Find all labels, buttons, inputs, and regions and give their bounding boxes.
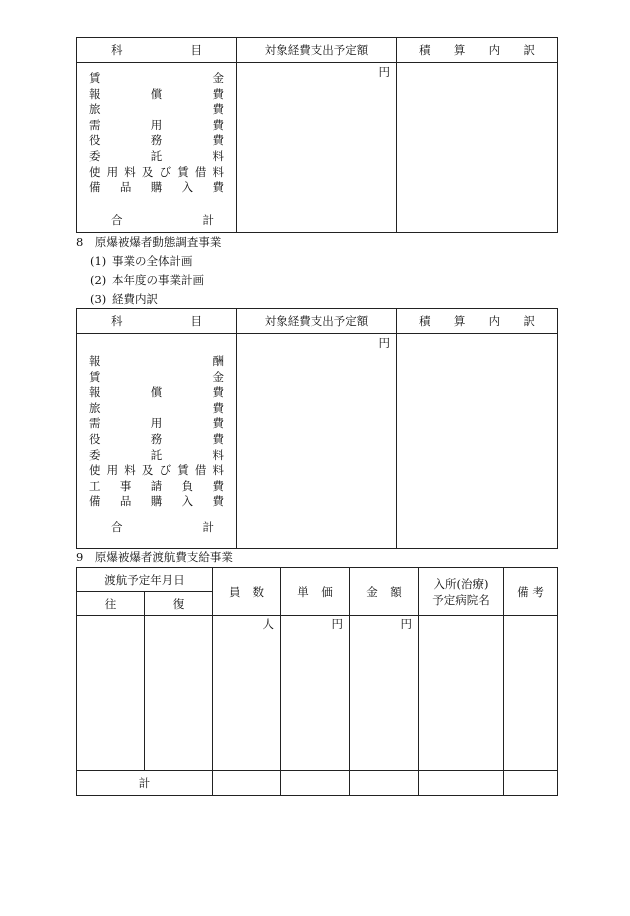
expense-item-char: 請: [150, 478, 163, 493]
subject-cell: [77, 334, 237, 549]
expense-item-char: 使: [89, 164, 101, 179]
expense-item-char: 用: [106, 164, 119, 179]
hospital-cell: [419, 616, 504, 771]
expense-item-char: 品: [119, 494, 132, 509]
section-9-title: 9 原爆被爆者渡航費支給事業: [76, 550, 233, 564]
expense-item-char: 報: [89, 354, 101, 368]
amount-cell: [237, 63, 397, 233]
expense-item-char: 旅: [89, 400, 101, 415]
travel-expense-table: [76, 567, 558, 796]
unit-yen: 円: [378, 65, 390, 79]
expense-item-char: 償: [150, 385, 163, 400]
header-outbound: 往: [77, 592, 145, 616]
unit-yen: 円: [400, 617, 412, 631]
unit-yen: 円: [378, 336, 390, 350]
expense-item: [89, 165, 224, 181]
header-unit-price-char: 価: [321, 584, 333, 599]
expense-item-char: 酬: [212, 354, 224, 368]
item-text: 経費内訳: [112, 292, 158, 306]
item-number: (1): [90, 254, 107, 268]
item-text: 事業の全体計画: [112, 254, 193, 268]
header-subject-char: 目: [190, 43, 202, 57]
header-breakdown-char: 算: [453, 314, 466, 328]
expense-item-char: 費: [212, 478, 224, 493]
expense-item-char: 料: [212, 148, 224, 163]
expense-table-1: [76, 37, 558, 233]
expense-item-char: 費: [212, 431, 224, 446]
expense-item-char: 用: [106, 463, 119, 478]
expense-item-char: 借: [194, 164, 207, 179]
header-subject-char: 科: [111, 314, 123, 328]
expense-item-char: 賃: [177, 463, 189, 478]
header-remarks: 備 考: [504, 568, 558, 616]
expense-item-char: 入: [181, 180, 194, 195]
expense-item-char: 務: [150, 431, 163, 446]
breakdown-cell: [397, 63, 558, 233]
expense-item-char: 負: [181, 478, 194, 493]
expense-table-2: [76, 308, 558, 549]
total-char: 合: [111, 519, 123, 534]
header-subject-char: 目: [190, 314, 202, 328]
unit-person: 人: [262, 617, 274, 631]
expense-item: [89, 354, 224, 370]
section-8-title: 8 原爆被爆者動態調査事業: [76, 235, 222, 249]
header-subject-char: 科: [111, 43, 123, 57]
total-label: 計: [77, 771, 213, 796]
section-8-item-3: [90, 291, 158, 307]
header-amount-label: 対象経費支出予定額: [264, 314, 369, 328]
expense-item-char: 償: [150, 86, 163, 101]
header-members-char: 員: [229, 584, 241, 599]
header-unit-price-char: 単: [297, 584, 309, 599]
header-hospital: [419, 568, 504, 616]
header-unit-price: [281, 568, 350, 616]
header-amount-char: 額: [390, 584, 402, 599]
expense-item-char: 需: [89, 117, 101, 132]
amount-cell: [237, 334, 397, 549]
expense-item: [89, 370, 224, 386]
expense-item: [89, 71, 224, 87]
expense-item-char: 役: [89, 431, 101, 446]
expense-item-char: 賃: [89, 71, 101, 85]
section-8-item-1: [90, 253, 193, 269]
expense-item-char: 費: [212, 180, 224, 195]
expense-item-char: 料: [124, 164, 136, 179]
item-number: (2): [90, 273, 107, 287]
expense-item-char: び: [159, 463, 172, 478]
total-amount: [350, 771, 419, 796]
amount-cell: [350, 616, 419, 771]
header-amount: [350, 568, 419, 616]
expense-item: [89, 494, 224, 510]
expense-item-char: び: [159, 164, 172, 179]
unit-yen: 円: [331, 617, 343, 631]
expense-item: [89, 149, 224, 165]
expense-item-char: 用: [150, 416, 163, 431]
remarks-cell: [504, 616, 558, 771]
expense-item-char: 料: [212, 447, 224, 462]
expense-item-char: 使: [89, 463, 101, 478]
expense-item: [89, 463, 224, 479]
expense-item-char: 報: [89, 86, 101, 101]
header-breakdown-char: 内: [488, 314, 501, 328]
expense-item: [89, 401, 224, 417]
header-breakdown: [397, 309, 558, 334]
expense-item: [89, 102, 224, 118]
total-unit-price: [281, 771, 350, 796]
expense-item-char: 工: [89, 478, 101, 493]
expense-item-char: 費: [212, 400, 224, 415]
members-cell: [213, 616, 281, 771]
header-subject: [77, 38, 237, 63]
header-breakdown-char: 積: [419, 43, 431, 57]
expense-item-char: 備: [89, 180, 101, 195]
expense-item-char: 需: [89, 416, 101, 431]
expense-item-char: 事: [119, 478, 132, 493]
expense-item-char: 委: [89, 148, 101, 163]
header-subject: [77, 309, 237, 334]
header-amount-char: 金: [366, 584, 378, 599]
total-char: 計: [202, 212, 214, 227]
header-breakdown-char: 訳: [523, 43, 535, 57]
expense-item-char: 賃: [89, 369, 101, 384]
expense-item-char: 料: [212, 463, 224, 478]
expense-item-char: 旅: [89, 102, 101, 117]
expense-item-char: 託: [150, 148, 163, 163]
expense-item-char: 賃: [177, 164, 189, 179]
unit-price-cell: [281, 616, 350, 771]
hospital-line-1: 入所(治療): [433, 576, 489, 591]
section-8-item-2: [90, 272, 204, 288]
expense-item: [89, 87, 224, 103]
expense-item-char: 料: [212, 164, 224, 179]
expense-item-char: 及: [141, 164, 154, 179]
expense-item-char: 費: [212, 133, 224, 148]
expense-item: [89, 385, 224, 401]
outbound-cell: [77, 616, 145, 771]
header-amount: [237, 38, 397, 63]
header-members-char: 数: [252, 584, 264, 599]
expense-item-char: 用: [150, 117, 163, 132]
expense-item-char: 金: [212, 369, 224, 384]
header-breakdown-char: 訳: [523, 314, 535, 328]
expense-item-char: 務: [150, 133, 163, 148]
expense-item-char: 報: [89, 385, 101, 400]
return-cell: [145, 616, 213, 771]
header-amount: [237, 309, 397, 334]
expense-item-char: 費: [212, 385, 224, 400]
expense-item-char: 委: [89, 447, 101, 462]
header-breakdown-char: 内: [488, 43, 501, 57]
header-breakdown: [397, 38, 558, 63]
header-breakdown-char: 積: [419, 314, 431, 328]
total-hospital: [419, 771, 504, 796]
expense-item: [89, 432, 224, 448]
subject-cell: [77, 63, 237, 233]
total-char: 合: [111, 212, 123, 227]
expense-item: [89, 133, 224, 149]
expense-item-char: 費: [212, 117, 224, 132]
expense-item-char: 料: [124, 463, 136, 478]
breakdown-cell: [397, 334, 558, 549]
expense-item-char: 費: [212, 416, 224, 431]
hospital-line-2: 予定病院名: [432, 592, 490, 607]
header-amount-label: 対象経費支出予定額: [264, 43, 369, 57]
expense-item: [89, 180, 224, 196]
expense-item-char: 費: [212, 102, 224, 117]
expense-item-char: 費: [212, 86, 224, 101]
total-members: [213, 771, 281, 796]
expense-item-char: 費: [212, 494, 224, 509]
expense-item-char: 品: [119, 180, 132, 195]
header-travel-dates: 渡航予定年月日: [77, 568, 213, 592]
total-remarks: [504, 771, 558, 796]
expense-item-char: 及: [141, 463, 154, 478]
expense-item-char: 入: [181, 494, 194, 509]
item-number: (3): [90, 292, 107, 306]
expense-item-char: 借: [194, 463, 207, 478]
expense-item-char: 金: [212, 71, 224, 85]
expense-item: [89, 118, 224, 134]
expense-item: [89, 448, 224, 464]
item-text: 本年度の事業計画: [112, 273, 204, 287]
expense-item-char: 役: [89, 133, 101, 148]
header-members: [213, 568, 281, 616]
total-char: 計: [202, 519, 214, 534]
expense-item: [89, 479, 224, 495]
expense-item-char: 購: [150, 494, 163, 509]
expense-item: [89, 416, 224, 432]
expense-item-char: 購: [150, 180, 163, 195]
header-breakdown-char: 算: [453, 43, 466, 57]
header-return: 復: [145, 592, 213, 616]
expense-item-char: 備: [89, 494, 101, 509]
expense-item-char: 託: [150, 447, 163, 462]
